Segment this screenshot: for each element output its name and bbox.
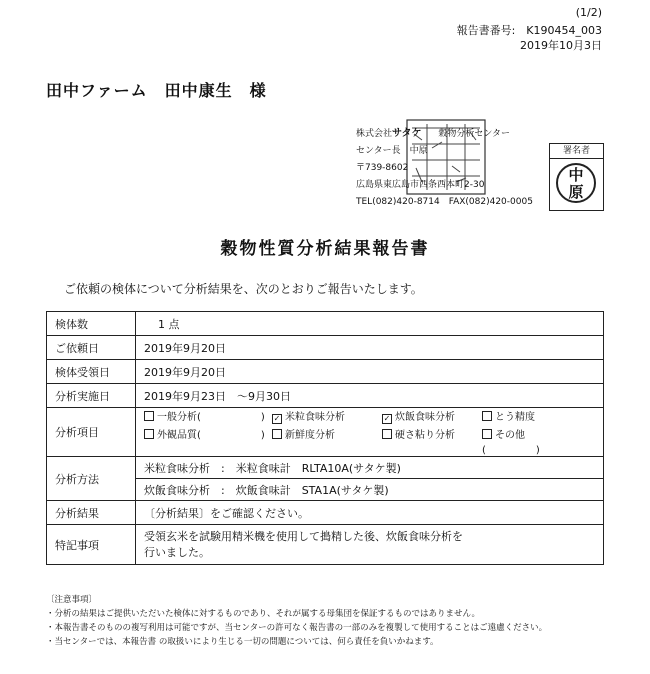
row-result: [47, 501, 604, 525]
row-label: 分析結果: [47, 501, 136, 525]
row-remarks: [47, 525, 604, 565]
signer-seal: [549, 143, 604, 211]
analysis-option-label: 一般分析( ): [157, 412, 265, 423]
report-table: [46, 311, 604, 565]
row-value: 2019年9月20日: [136, 360, 604, 384]
analysis-option-label: 外観品質( ): [157, 430, 265, 441]
center-manager: センター長 中原: [356, 146, 428, 156]
row-label: ご依頼日: [47, 336, 136, 360]
checkbox-icon[interactable]: [482, 429, 492, 439]
method-line: 炊飯食味分析 : 炊飯食味計 STA1A(サタケ製): [136, 479, 604, 501]
row-method-1: [47, 457, 604, 479]
notes-section: [46, 593, 547, 649]
phone-fax: TEL(082)420-8714 FAX(082)420-0005: [356, 197, 533, 207]
row-receipt-date: [47, 360, 604, 384]
analysis-option: [144, 426, 272, 456]
address: 広島県東広島市西条西本町2-30: [356, 180, 485, 190]
row-value: 2019年9月20日: [136, 336, 604, 360]
personal-seal: 中 原: [556, 163, 596, 203]
row-label: 分析方法: [47, 457, 136, 501]
row-sample-count: [47, 312, 604, 336]
issuer-block: [356, 125, 533, 211]
analysis-items-grid: [144, 408, 595, 456]
postal-code: 〒739-8602: [356, 163, 409, 173]
report-date: 2019年10月3日: [520, 39, 602, 52]
checkbox-icon[interactable]: [144, 429, 154, 439]
checkbox-icon[interactable]: [144, 411, 154, 421]
analysis-option: [382, 426, 482, 456]
method-line: 米粒食味分析 : 米粒食味計 RLTA10A(サタケ製): [136, 457, 604, 479]
center-name: 穀物分析センター: [438, 129, 511, 139]
analysis-option-label: 硬さ粘り分析: [395, 430, 455, 441]
row-label: 検体数: [47, 312, 136, 336]
row-value: 受領玄米を試験用精米機を使用して搗精した後、炊飯食味分析を 行いました。: [136, 525, 604, 565]
row-label: 分析項目: [47, 408, 136, 457]
analysis-option: [482, 426, 552, 456]
note-item: ・当センターでは、本報告書 の取扱いにより生じる一切の問題については、何ら責任を負いかねます。: [46, 637, 439, 647]
analysis-option-label: その他( ): [482, 430, 540, 456]
analysis-option: [272, 426, 382, 456]
company-prefix: 株式会社: [356, 129, 393, 139]
note-item: ・分析の結果はご提供いただいた検体に対するものであり、それが属する母集団を保証するものではありません。: [46, 609, 481, 619]
note-item: ・本報告書そのものの複写利用は可能ですが、当センターの許可なく報告書の一部のみを複製して使用することはご遠慮ください。: [46, 623, 548, 633]
intro-text: ご依頼の検体について分析結果を、次のとおりご報告いたします。: [64, 282, 423, 296]
row-label: 特記事項: [47, 525, 136, 565]
row-label: 分析実施日: [47, 384, 136, 408]
analysis-option-label: 新鮮度分析: [285, 430, 335, 441]
checkbox-icon[interactable]: [382, 429, 392, 439]
row-analysis-items: [47, 408, 604, 457]
analysis-option-label: 炊飯食味分析: [395, 412, 455, 423]
row-value: 〔分析結果〕をご確認ください。: [136, 501, 604, 525]
company-brand: サタケ: [392, 128, 422, 139]
row-value: [136, 408, 604, 457]
checkbox-icon[interactable]: [272, 429, 282, 439]
analysis-option: [382, 408, 482, 423]
row-analysis-date: [47, 384, 604, 408]
seal-label: 署名者: [550, 144, 603, 159]
row-request-date: [47, 336, 604, 360]
analysis-option-label: とう精度: [495, 412, 535, 423]
page-number: (1/2): [575, 6, 602, 19]
document-title: 穀物性質分析結果報告書: [220, 239, 430, 259]
row-label: 検体受領日: [47, 360, 136, 384]
analysis-option: [482, 408, 552, 423]
row-value: 1 点: [136, 312, 604, 336]
checkbox-checked-icon[interactable]: ✓: [273, 414, 281, 423]
notes-heading: 〔注意事項〕: [46, 595, 98, 605]
analysis-option: [144, 408, 272, 423]
report-number: 報告書番号: K190454_003: [456, 24, 602, 37]
analysis-option: [272, 408, 382, 423]
recipient-name: 田中ファーム 田中康生 様: [46, 81, 267, 100]
checkbox-checked-icon[interactable]: ✓: [383, 414, 391, 423]
row-value: 2019年9月23日 ～9月30日: [136, 384, 604, 408]
analysis-option-label: 米粒食味分析: [285, 412, 345, 423]
checkbox-icon[interactable]: [482, 411, 492, 421]
